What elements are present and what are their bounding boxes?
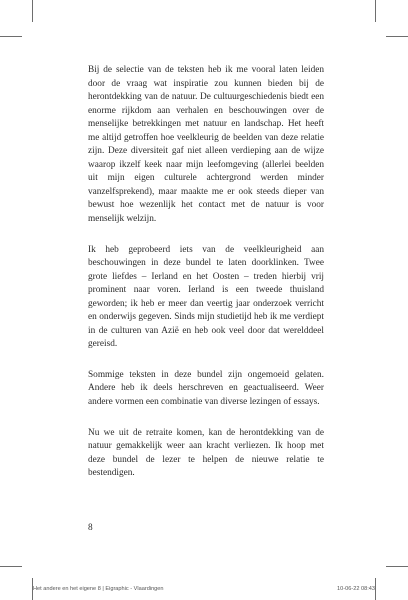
- paragraph: Bij de selectie van de teksten heb ik me vooral laten leiden door de vraag wat inspiratie zou kunnen bieden bij de herontdekking van de natuur. De cultuurgeschiedenis biedt een enorme rijkdom aan verhalen en beschouwingen over de menselijke betrekkingen met natuur en landschap. Het heeft me altijd getroffen hoe veelkleurig de beelden van deze relatie zijn. Deze diversiteit gaf niet alleen verdieping aan de wijze waarop ikzelf keek naar mijn leefomgeving (allerlei beelden uit mijn eigen culturele achtergrond werden minder vanzelfsprekend), maar maakte me er ook steeds dieper van bewust hoe wezenlijk het contact met de natuur is voor menselijk welzijn.: [88, 65, 324, 225]
- crop-mark-right-top: [386, 36, 408, 37]
- body-text: [88, 64, 324, 498]
- paragraph: Sommige teksten in deze bundel zijn ongemoeid gelaten. Andere heb ik deels herschreven en geactualiseerd. Weer andere vormen een combinatie van diverse lezingen of essays.: [88, 369, 324, 408]
- printer-slug-timestamp: 10-06-22 08:43: [337, 586, 375, 592]
- crop-mark-left-bottom: [0, 566, 22, 567]
- crop-mark-left-top: [0, 36, 22, 37]
- page-number: 8: [88, 523, 93, 533]
- crop-mark-right-bottom: [386, 566, 408, 567]
- paragraph: Nu we uit de retraite komen, kan de herontdekking van de natuur gemakkelijk weer aan kracht verliezen. Ik hoop met deze bundel de lezer te helpen de nieuwe relatie te bestendigen.: [88, 427, 324, 479]
- paragraph: Ik heb geprobeerd iets van de veelkleurigheid aan beschouwingen in deze bundel te laten doorklinken. Twee grote liefdes – Ierland en het Oosten – treden hierbij vrij prominent naar voren. Ierland is een tweede thuisland geworden; ik heb er meer dan veertig jaar onderzoek verricht en onderwijs gegeven. Sinds mijn studietijd heb ik me verdiept in de culturen van Azië en heb ook veel door dat werelddeel gereisd.: [88, 244, 324, 350]
- crop-mark-top-right: [375, 0, 376, 22]
- crop-mark-top-left: [32, 0, 33, 22]
- crop-mark-bottom-right: [375, 578, 376, 600]
- printer-slug-info: Het andere en het eigene 8 | Eigraphic - Vlaardingen: [33, 586, 164, 592]
